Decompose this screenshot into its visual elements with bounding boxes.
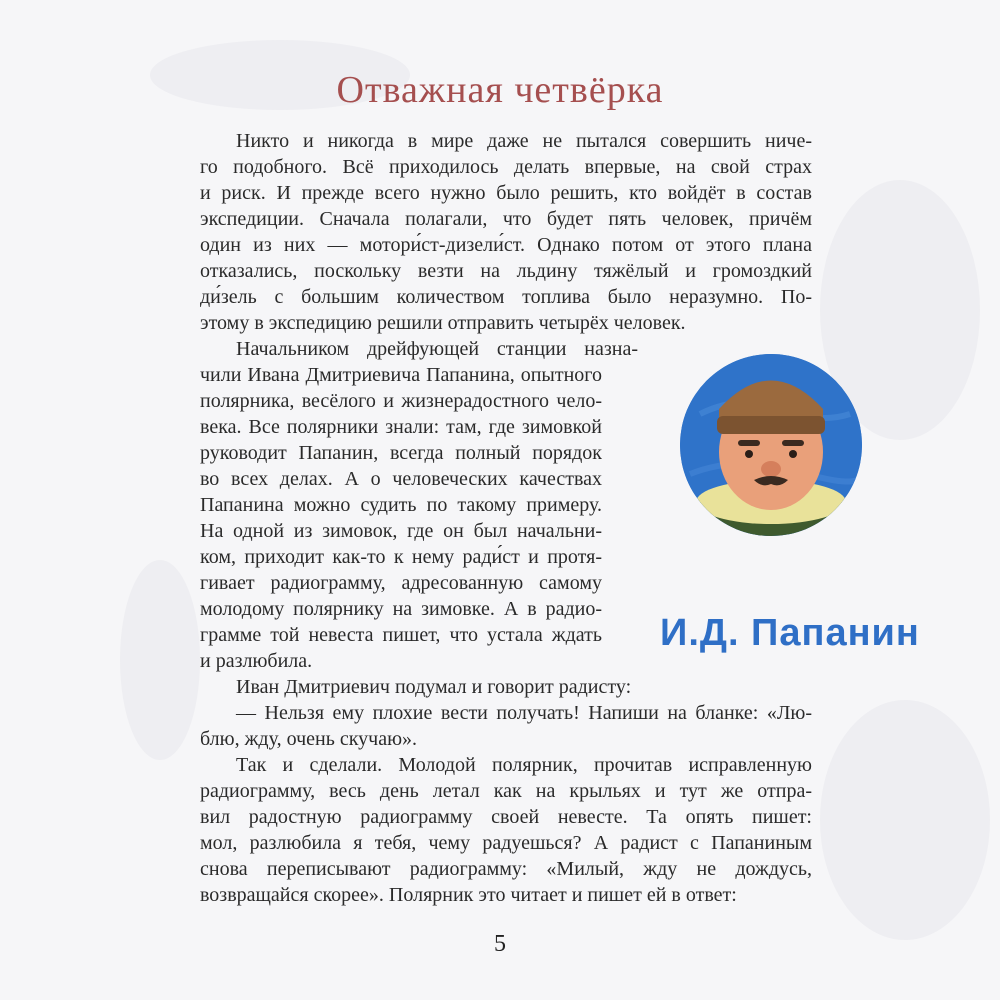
- text-line: блю, жду, очень скучаю».: [200, 728, 418, 750]
- paragraph: [200, 700, 812, 752]
- paragraph: [200, 752, 812, 908]
- portrait-caption: И.Д. Папанин: [660, 612, 920, 654]
- paragraph: [200, 674, 812, 700]
- text-line: го подобного. Всё приходилось делать впервые, на свой страх: [200, 156, 812, 178]
- text-line: полярника, весёлого и жизнерадостного чело-: [200, 390, 602, 412]
- page-number: 5: [494, 931, 506, 957]
- text-line: На одной из зимовок, где он был начальни-: [200, 520, 602, 542]
- text-line: отказались, поскольку везти на льдину тяжёлый и громоздкий: [200, 260, 812, 282]
- text-line: радиограмму, весь день летал как на крыльях и тут же отпра-: [200, 780, 812, 802]
- page-title: Отважная четвёрка: [336, 69, 664, 111]
- text-line: Папанина можно судить по такому примеру.: [200, 494, 602, 516]
- text-line: снова переписывают радиограмму: «Милый, жду не дождусь,: [200, 858, 812, 880]
- papanin-illustration: [680, 354, 862, 536]
- text-line: — Нельзя ему плохие вести получать! Напиши на бланке: «Лю-: [236, 702, 812, 724]
- text-line: века. Все полярники знали: там, где зимовкой: [200, 416, 602, 438]
- text-line: молодому полярнику на зимовке. А в радио-: [200, 598, 602, 620]
- text-line: ком, приходит как-то к нему ради́ст и протя-: [200, 546, 602, 568]
- text-line: грамме той невеста пишет, что устала ждать: [200, 624, 602, 646]
- text-line: вил радостную радиограмму своей невесте. Та опять пишет:: [200, 806, 812, 828]
- text-line: и разлюбила.: [200, 650, 313, 672]
- text-line: один из них — мотори́ст-дизели́ст. Однако потом от этого плана: [200, 234, 812, 256]
- text-line: мол, разлюбила я тебя, чему радуешься? А радист с Папаниным: [200, 832, 812, 854]
- paragraph: [200, 128, 812, 336]
- papanin-portrait: [680, 354, 862, 536]
- text-line: Так и сделали. Молодой полярник, прочитав исправленную: [236, 754, 812, 776]
- text-line: Начальником дрейфующей станции назна-: [236, 338, 638, 360]
- text-line: во всех делах. А о человеческих качествах: [200, 468, 602, 490]
- text-line: этому в экспедицию решили отправить четырёх человек.: [200, 312, 686, 334]
- text-line: чили Ивана Дмитриевича Папанина, опытного: [200, 364, 602, 386]
- text-line: возвращайся скорее». Полярник это читает и пишет ей в ответ:: [200, 884, 737, 906]
- text-line: и риск. И прежде всего нужно было решить, кто войдёт в состав: [200, 182, 812, 204]
- text-line: Никто и никогда в мире даже не пытался совершить ниче-: [236, 130, 812, 152]
- text-line: экспедиции. Сначала полагали, что будет пять человек, причём: [200, 208, 812, 230]
- text-line: руководит Папанин, всегда полный порядок: [200, 442, 602, 464]
- text-line: Иван Дмитриевич подумал и говорит радисту:: [236, 676, 632, 698]
- text-line: гивает радиограмму, адресованную самому: [200, 572, 602, 594]
- text-line: ди́зель с большим количеством топлива было неразумно. По-: [200, 286, 812, 308]
- background-decoration: [820, 700, 990, 940]
